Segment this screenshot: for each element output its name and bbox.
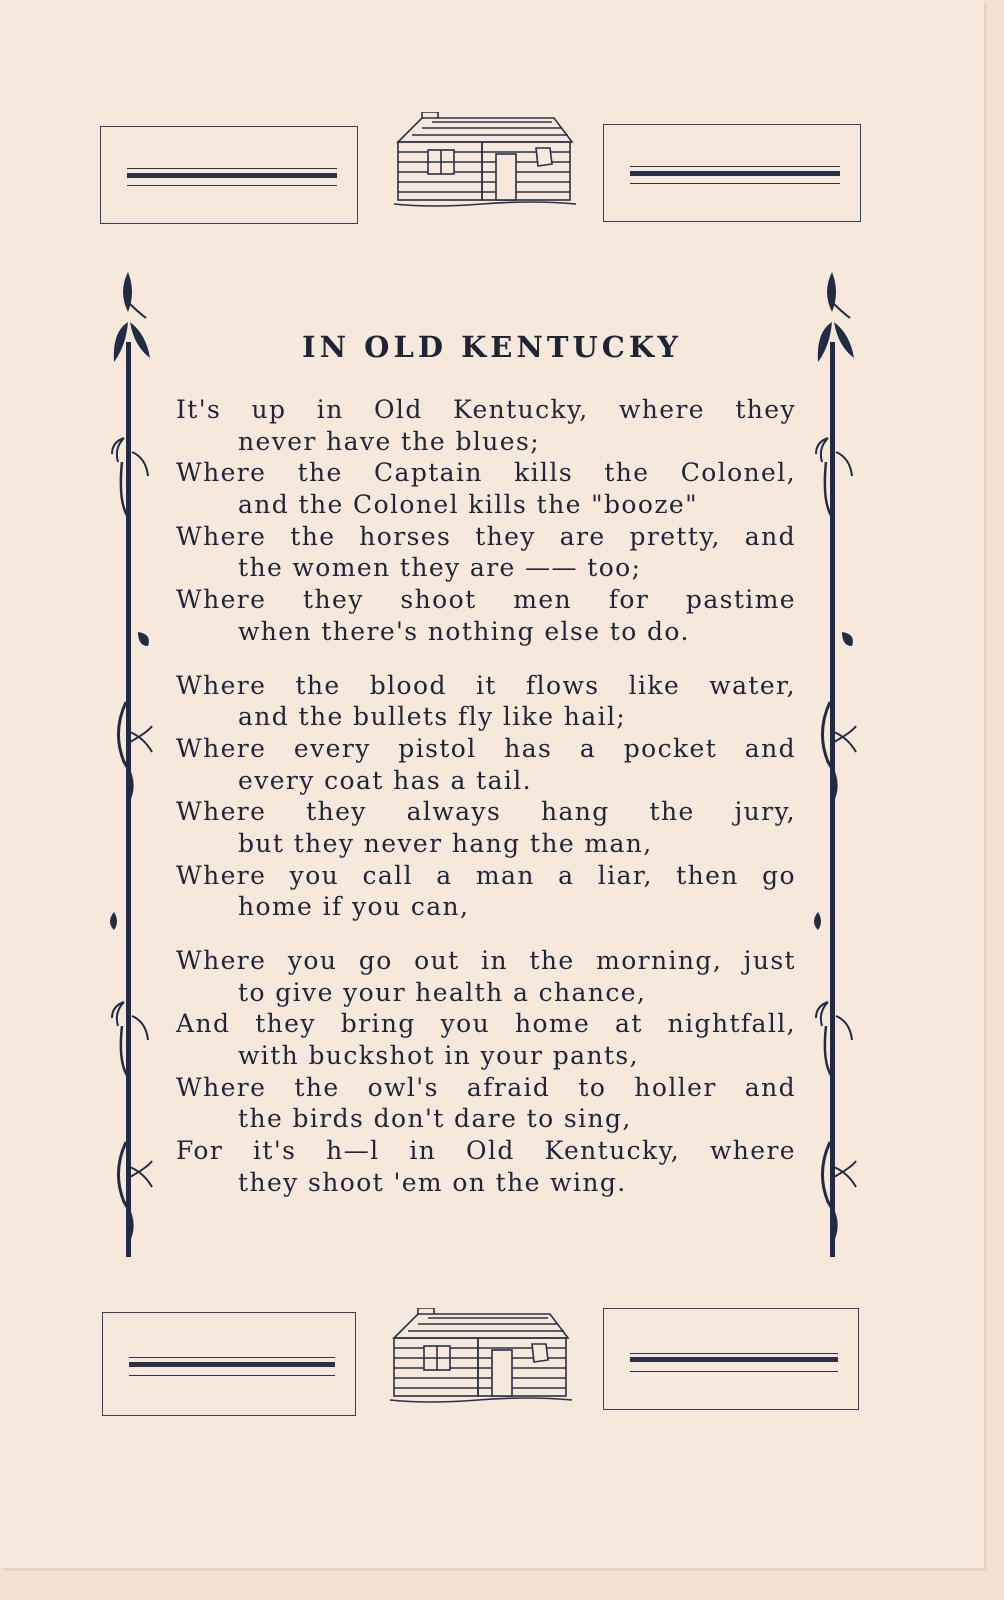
poem-line: And they bring you home at nightfall,	[176, 1009, 796, 1039]
poem-body	[176, 394, 796, 1221]
bottom-left-frame	[102, 1312, 356, 1416]
left-vine-border	[108, 262, 156, 1262]
stanza-3	[176, 945, 796, 1199]
poem-line: with buckshot in your pants,	[238, 1041, 639, 1071]
poem-line: the women they are —— too;	[238, 553, 642, 583]
poem-title: IN OLD KENTUCKY	[302, 330, 682, 364]
poem-line: Where you go out in the morning, just	[176, 946, 796, 975]
poem-line: Where the Captain kills the Colonel,	[176, 458, 796, 488]
log-cabin-icon	[392, 112, 578, 212]
poem-line: and the Colonel kills the "booze"	[238, 490, 698, 520]
poem-line: It's up in Old Kentucky, where they	[176, 395, 796, 424]
poem-line: and the bullets fly like hail;	[238, 702, 627, 732]
poem-line: home if you can,	[238, 892, 470, 922]
poem-line: Where the blood it flows like water,	[176, 670, 796, 700]
poem-line: the birds don't dare to sing,	[238, 1104, 632, 1134]
poem-line: never have the blues;	[238, 426, 541, 456]
poem-line: Where the horses they are pretty, and	[176, 521, 796, 551]
top-left-frame	[100, 126, 358, 224]
poem-line: Where you call a man a liar, then go	[176, 860, 796, 890]
bottom-right-frame	[603, 1308, 859, 1410]
top-right-frame	[603, 124, 861, 222]
poem-line: For it's h—l in Old Kentucky, where	[176, 1136, 796, 1166]
poem-line: Where the owl's afraid to holler and	[176, 1072, 796, 1102]
poem-line: Where they shoot men for pastime	[176, 585, 796, 615]
poem-line: when there's nothing else to do.	[238, 616, 690, 646]
log-cabin-icon	[388, 1308, 574, 1408]
poem-line: but they never hang the man,	[238, 828, 653, 858]
poem-line: they shoot 'em on the wing.	[238, 1167, 627, 1197]
right-vine-border	[810, 262, 858, 1262]
stanza-2	[176, 670, 796, 924]
stanza-1	[176, 394, 796, 648]
poem-line: to give your health a chance,	[238, 977, 647, 1007]
poem-line: every coat has a tail.	[238, 765, 533, 795]
poem-line: Where every pistol has a pocket and	[176, 733, 796, 763]
poem-line: Where they always hang the jury,	[176, 797, 796, 827]
